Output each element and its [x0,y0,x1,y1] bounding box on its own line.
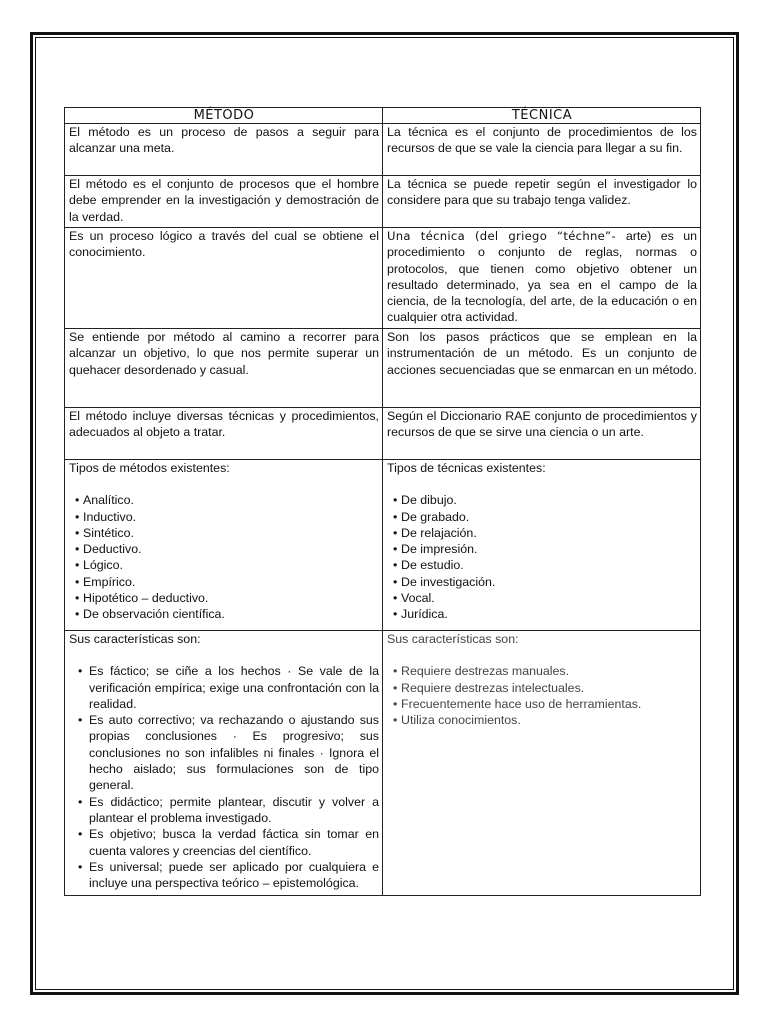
metodo-cell [65,329,383,408]
cell-text: Son los pasos prácticos que se emplean en la instrumentación de un método. Es un conjunto de acciones secuenciadas que se enmarcan en un método. [387,330,697,377]
tecnica-cell [383,124,701,176]
cell-text: Es un proceso lógico a través del cual se obtiene el conocimiento. [69,229,379,260]
types-title: Tipos de métodos existentes: [69,461,230,475]
characteristics-title: Sus características son: [387,632,519,646]
cell-text: La técnica se puede repetir según el investigador lo considere para que su trabajo tenga validez. [387,177,697,208]
table-row [65,329,701,408]
list-item: • De relajación. [401,525,697,541]
metodo-cell [65,228,383,329]
list-item: • De dibujo. [401,492,697,508]
list-item: • Es fáctico; se ciñe a los hechos · Se vale de la verificación empírica; exige una confrontación con la realidad. [89,663,379,712]
tecnica-cell [383,408,701,460]
header-metodo: MÉTODO [65,108,383,124]
list-item: • De estudio. [401,557,697,573]
metodo-cell [65,124,383,176]
tecnica-types-list [387,492,697,622]
list-item: • Vocal. [401,590,697,606]
cell-text: El método es un proceso de pasos a seguir para alcanzar una meta. [69,125,379,156]
header-tecnica: TÉCNICA [383,108,701,124]
tecnica-cell [383,329,701,408]
list-item: • Sintético. [83,525,379,541]
metodo-characteristics-cell [65,631,383,896]
list-item: • Es didáctico; permite plantear, discutir y volver a plantear el problema investigado. [89,794,379,827]
cell-text-part: Una técnica (del griego “téchne”- [387,229,626,243]
types-row [65,460,701,631]
list-item: • Utiliza conocimientos. [401,712,697,728]
list-item: • Analítico. [83,492,379,508]
list-item: • Es auto correctivo; va rechazando o ajustando sus propias conclusiones · Es progresivo; sus conclusiones no son infalibles ni finales · Ignora el hecho aislado; sus formulaciones son de tipo general. [89,712,379,793]
cell-text: Se entiende por método al camino a recorrer para alcanzar un objetivo, lo que nos permite superar un quehacer desordenado y casual. [69,330,379,377]
list-item: • Lógico. [83,557,379,573]
header-row [65,108,701,124]
list-item: • De impresión. [401,541,697,557]
characteristics-row [65,631,701,896]
list-item: • Empírico. [83,574,379,590]
list-item: • Es universal; puede ser aplicado por cualquiera e incluye una perspectiva teórico – epistemológica. [89,859,379,892]
cell-text-part: arte) es un procedimiento o conjunto de reglas, normas o protocolos, que tienen como objetivo obtener un resultado determinado, ya sea en el campo de la ciencia, de la tecnología, del arte, de la educación o en cualquier otra actividad. [387,229,697,325]
cell-text: El método es el conjunto de procesos que el hombre debe emprender en la investigación y demostración de la verdad. [69,177,379,224]
cell-text: El método incluye diversas técnicas y procedimientos, adecuados al objeto a tratar. [69,409,379,440]
list-item: • Frecuentemente hace uso de herramientas. [401,696,697,712]
table-row [65,408,701,460]
metodo-cell [65,176,383,228]
metodo-characteristics-list [69,663,379,891]
list-item: • Deductivo. [83,541,379,557]
list-item: • Inductivo. [83,509,379,525]
tecnica-cell [383,176,701,228]
tecnica-types-cell [383,460,701,631]
tecnica-cell [383,228,701,329]
metodo-types-cell [65,460,383,631]
list-item: • Requiere destrezas manuales. [401,663,697,679]
tecnica-characteristics-cell [383,631,701,896]
list-item: • De grabado. [401,509,697,525]
list-item: • De investigación. [401,574,697,590]
metodo-types-list [69,492,379,622]
comparison-table [64,107,701,896]
cell-text [387,228,697,326]
tecnica-characteristics-list [387,663,697,728]
cell-text: Según el Diccionario RAE conjunto de procedimientos y recursos de que se sirve una ciencia o un arte. [387,409,697,440]
list-item: • De observación científica. [83,606,379,622]
list-item: • Jurídica. [401,606,697,622]
cell-text: La técnica es el conjunto de procedimientos de los recursos de que se vale la ciencia para llegar a su fin. [387,125,697,156]
table-row [65,176,701,228]
characteristics-title: Sus características son: [69,632,201,646]
list-item: • Es objetivo; busca la verdad fáctica sin tomar en cuenta valores y creencias del científico. [89,826,379,859]
metodo-cell [65,408,383,460]
types-title: Tipos de técnicas existentes: [387,461,546,475]
list-item: • Hipotético – deductivo. [83,590,379,606]
table-row [65,124,701,176]
table-row [65,228,701,329]
list-item: • Requiere destrezas intelectuales. [401,680,697,696]
